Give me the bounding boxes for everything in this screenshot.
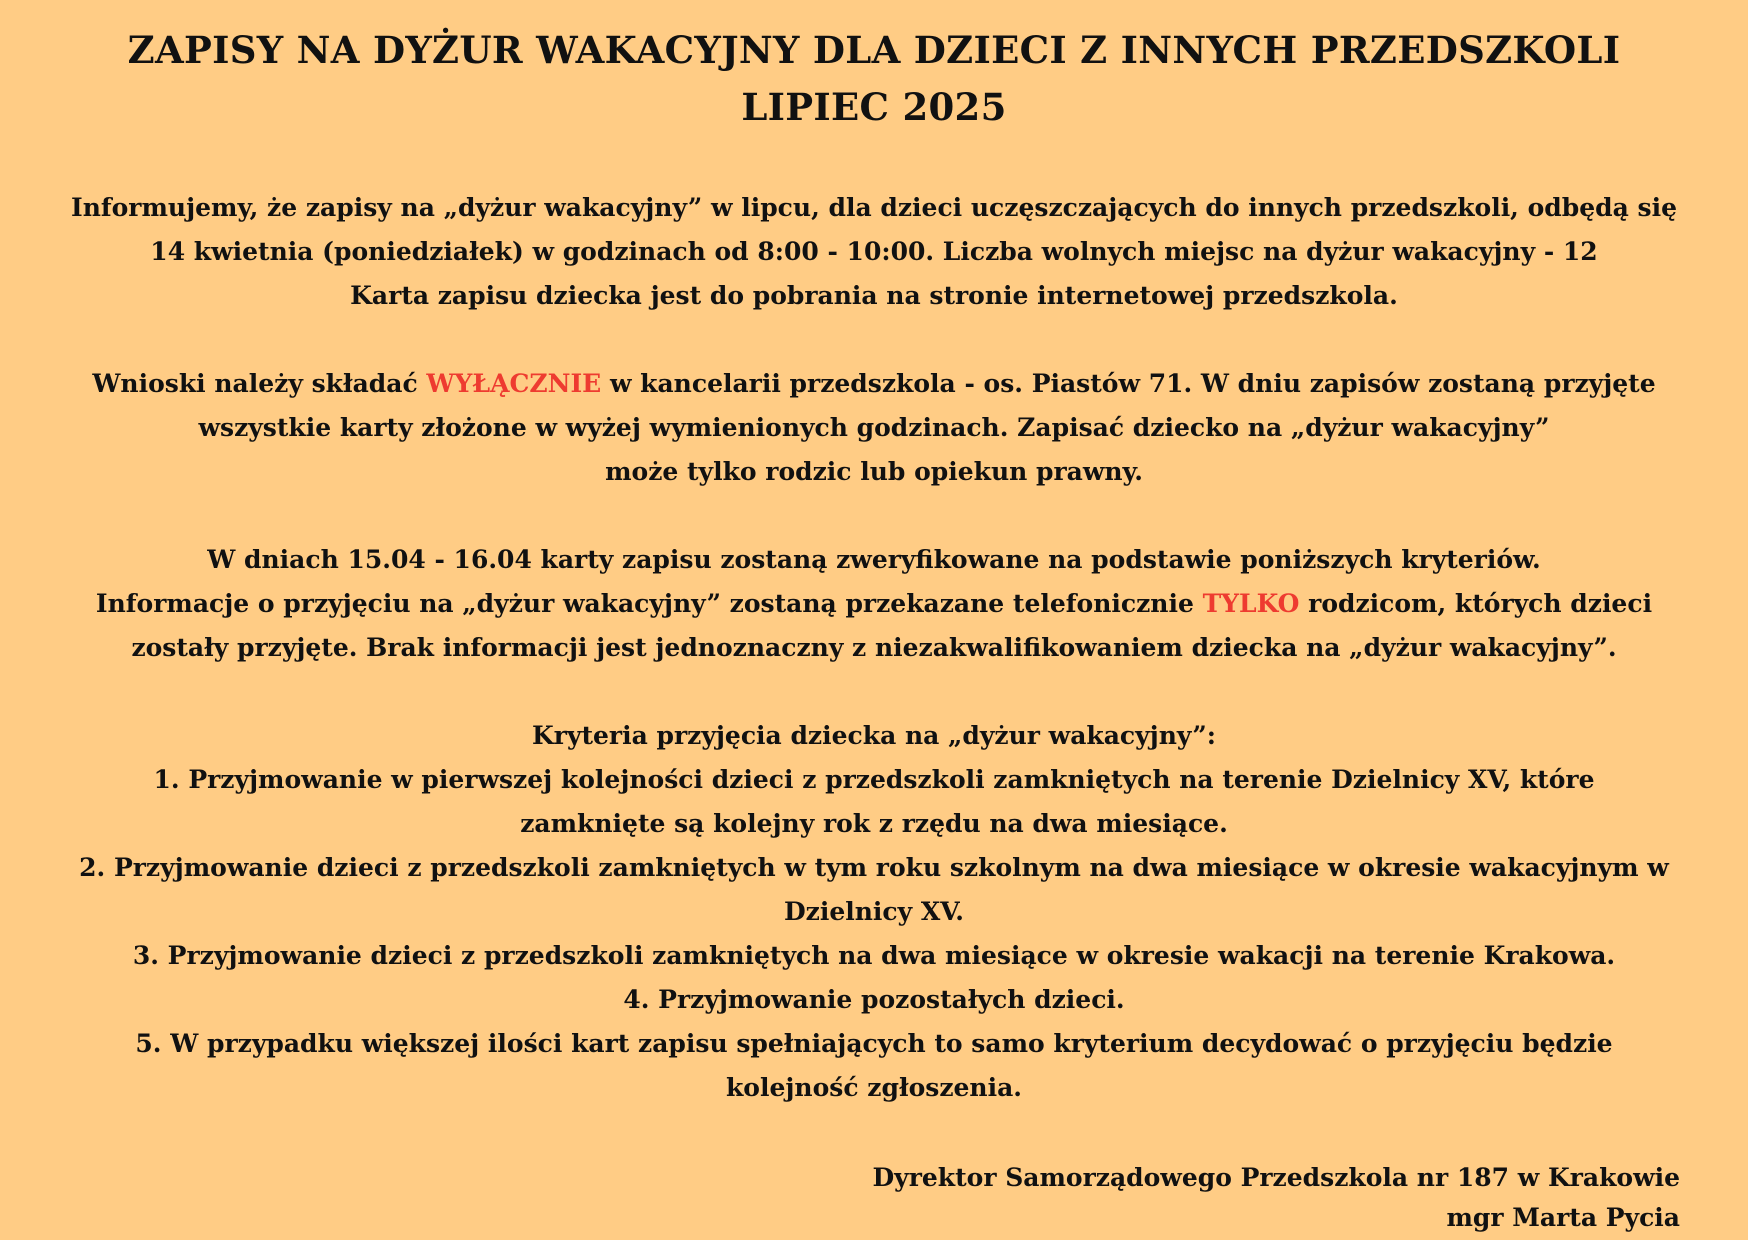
verification-line-2 xyxy=(36,582,1712,626)
criteria-line: kolejność zgłoszenia. xyxy=(725,1073,1023,1102)
criteria-heading: Kryteria przyjęcia dziecka na „dyżur wakacyjny”: xyxy=(532,721,1216,750)
verification-text-before: Informacje o przyjęciu na „dyżur wakacyjny” zostaną przekazane telefonicznie xyxy=(95,589,1203,618)
signature-title: Dyrektor Samorządowego Przedszkola nr 187 w Krakowie xyxy=(872,1163,1680,1192)
submission-line-1 xyxy=(36,362,1712,406)
signature-name: mgr Marta Pycia xyxy=(1446,1203,1680,1232)
criteria-line: 5. W przypadku większej ilości kart zapisu spełniających to samo kryterium decydować o przyjęciu będzie xyxy=(135,1029,1613,1058)
criteria-line: 4. Przyjmowanie pozostałych dzieci. xyxy=(623,985,1125,1014)
intro-line-1: Informujemy, że zapisy na „dyżur wakacyjny” w lipcu, dla dzieci uczęszczających do innych przedszkoli, odbędą się xyxy=(71,193,1677,222)
exclusively-emphasis: WYŁĄCZNIE xyxy=(426,369,602,398)
criteria-line: 2. Przyjmowanie dzieci z przedszkoli zamkniętych w tym roku szkolnym na dwa miesiące w okresie wakacyjnym w xyxy=(79,853,1669,882)
only-emphasis: TYLKO xyxy=(1202,589,1300,618)
submission-text-before: Wnioski należy składać xyxy=(92,369,427,398)
title-line-1: ZAPISY NA DYŻUR WAKACYJNY DLA DZIECI Z INNYCH PRZEDSZKOLI xyxy=(127,28,1621,72)
criteria-line: Dzielnicy XV. xyxy=(783,897,965,926)
criteria-line: 3. Przyjmowanie dzieci z przedszkoli zamkniętych na dwa miesiące w okresie wakacji na terenie Krakowa. xyxy=(132,941,1616,970)
submission-line-2: wszystkie karty złożone w wyżej wymienionych godzinach. Zapisać dziecko na „dyżur wakacyjny” xyxy=(198,413,1550,442)
verification-paragraph xyxy=(36,538,1712,670)
signature-block xyxy=(36,1158,1712,1238)
verification-text-after: rodzicom, których dzieci xyxy=(1299,589,1653,618)
intro-line-3: Karta zapisu dziecka jest do pobrania na stronie internetowej przedszkola. xyxy=(350,281,1398,310)
page-title xyxy=(36,22,1712,136)
criteria-line: 1. Przyjmowanie w pierwszej kolejności dzieci z przedszkoli zamkniętych na terenie Dzielnicy XV, które xyxy=(153,765,1595,794)
title-line-2: LIPIEC 2025 xyxy=(741,85,1007,129)
submission-paragraph xyxy=(36,362,1712,494)
verification-line-1: W dniach 15.04 - 16.04 karty zapisu zostaną zweryfikowane na podstawie poniższych kryteriów. xyxy=(207,545,1541,574)
submission-line-3: może tylko rodzic lub opiekun prawny. xyxy=(605,457,1143,486)
intro-line-2: 14 kwietnia (poniedziałek) w godzinach od 8:00 - 10:00. Liczba wolnych miejsc na dyżur wakacyjny - 12 xyxy=(150,237,1598,266)
criteria-line: zamknięte są kolejny rok z rzędu na dwa miesiące. xyxy=(520,809,1228,838)
verification-line-3: zostały przyjęte. Brak informacji jest jednoznaczny z niezakwalifikowaniem dziecka na „dyżur wakacyjny”. xyxy=(131,633,1617,662)
intro-paragraph xyxy=(36,186,1712,318)
criteria-section xyxy=(36,714,1712,1110)
submission-text-after: w kancelarii przedszkola - os. Piastów 71. W dniu zapisów zostaną przyjęte xyxy=(601,369,1656,398)
